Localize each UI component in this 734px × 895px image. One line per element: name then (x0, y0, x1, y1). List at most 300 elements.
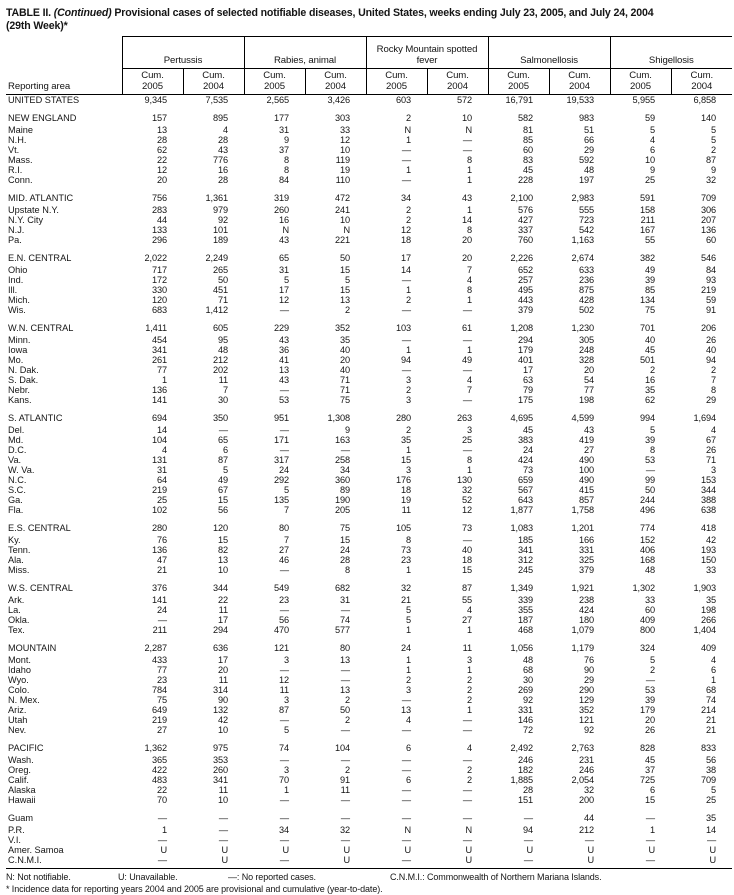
table-row (6, 245, 732, 265)
cell: 875 (578, 285, 595, 295)
cell: 8 (466, 455, 472, 465)
cell: 36 (278, 345, 289, 355)
cell: — (279, 795, 289, 805)
cell: 50 (644, 485, 656, 495)
column-group-shigellosis: Shigellosis (610, 37, 732, 69)
row-label: Colo. (8, 685, 30, 695)
cell: — (340, 725, 350, 735)
cell: 121 (578, 715, 595, 725)
cell: 1,885 (510, 775, 533, 785)
cell: 119 (335, 155, 350, 165)
cell: 2 (650, 665, 656, 675)
cell: 50 (339, 705, 350, 715)
cell: 325 (578, 555, 595, 565)
cell: 975 (212, 742, 228, 753)
cell: 24 (278, 465, 289, 475)
table-row (6, 495, 732, 505)
cell: 70 (278, 775, 289, 785)
cell: 709 (701, 775, 717, 785)
cell: 341 (151, 345, 167, 355)
cell: 17 (278, 285, 289, 295)
row-label: Alaska (8, 785, 36, 795)
cell: 21 (156, 565, 167, 575)
cell: 983 (578, 112, 595, 123)
cell: 47 (156, 555, 167, 565)
cell: 70 (156, 795, 167, 805)
cell: 131 (151, 455, 167, 465)
cell: 350 (212, 412, 228, 423)
table-row (6, 445, 732, 455)
cell: — (401, 795, 411, 805)
cell: 314 (212, 685, 228, 695)
row-label: S.C. (8, 485, 26, 495)
cell: 9 (650, 165, 656, 175)
row-label: PACIFIC (8, 742, 44, 753)
cell: — (279, 665, 289, 675)
cell: 167 (639, 225, 656, 235)
row-label: Ky. (8, 535, 21, 545)
cell: 1,230 (571, 322, 595, 333)
cell: 94 (522, 825, 533, 835)
cell: 1,404 (693, 625, 717, 635)
cell: — (218, 835, 228, 845)
cell: 331 (578, 545, 595, 555)
subcol-cum-2005: Cum. 2005 (122, 69, 183, 95)
cell: 2,565 (266, 95, 289, 105)
cell: 71 (217, 295, 228, 305)
cell: 9 (344, 425, 350, 435)
table-row (6, 555, 732, 565)
cell: 48 (583, 165, 595, 175)
cell: 5 (405, 605, 411, 615)
cell: 709 (701, 192, 717, 203)
cell: 6,858 (693, 95, 717, 105)
cell: — (401, 275, 411, 285)
cell: 43 (461, 192, 472, 203)
cell: 9 (283, 135, 289, 145)
cell: 163 (334, 435, 350, 445)
row-label: S. Dak. (8, 375, 39, 385)
cell: — (401, 335, 411, 345)
cell: 65 (278, 252, 289, 263)
subcol-cum-2005: Cum. 2005 (244, 69, 305, 95)
row-label: Va. (8, 455, 22, 465)
cell: 266 (701, 615, 717, 625)
cell: 134 (639, 295, 656, 305)
row-label: Utah (8, 715, 28, 725)
cell: 24 (400, 642, 411, 653)
cell: 121 (273, 642, 289, 653)
cell: — (157, 812, 167, 823)
cell: 542 (578, 225, 595, 235)
cell: 34 (278, 825, 289, 835)
cell: 1,056 (510, 642, 533, 653)
table-row (6, 215, 732, 225)
cell: 49 (644, 265, 656, 275)
row-label: N.Y. City (8, 215, 44, 225)
cell: 15 (339, 535, 350, 545)
cell: 211 (640, 215, 656, 225)
row-label: NEW ENGLAND (8, 112, 77, 123)
cell: 379 (578, 565, 595, 575)
table-row (6, 605, 732, 615)
cell: 260 (212, 765, 228, 775)
cell: — (584, 835, 595, 845)
cell: 92 (217, 215, 228, 225)
cell: U (709, 845, 717, 855)
cell: 74 (278, 742, 289, 753)
cell: 91 (339, 775, 350, 785)
cell: 104 (151, 435, 167, 445)
cell: 120 (151, 295, 167, 305)
cell: 27 (461, 615, 472, 625)
cell: 246 (517, 755, 533, 765)
cell: 1 (466, 705, 472, 715)
cell: 994 (639, 412, 656, 423)
cell: — (340, 795, 350, 805)
cell: 35 (400, 435, 411, 445)
cell: — (401, 812, 411, 823)
row-label: Calif. (8, 775, 29, 785)
cell: 376 (151, 582, 167, 593)
cell: 66 (583, 135, 595, 145)
cell: 501 (639, 355, 656, 365)
cell: 5 (650, 125, 656, 135)
cell: 1,163 (571, 235, 595, 245)
cell: 31 (278, 265, 289, 275)
table-row (6, 845, 732, 855)
cell: 294 (517, 335, 533, 345)
table-row (6, 795, 732, 805)
cell: 324 (639, 642, 656, 653)
cell: 7 (222, 385, 228, 395)
cell: 3 (711, 465, 717, 475)
row-label: N. Mex. (8, 695, 40, 705)
cell: 21 (706, 715, 717, 725)
cell: 80 (339, 642, 350, 653)
cell: 1 (405, 665, 411, 675)
cell: 211 (152, 625, 167, 635)
cell: 11 (462, 642, 472, 653)
cell: 16,791 (505, 95, 533, 105)
cell: 229 (273, 322, 289, 333)
cell: 22 (217, 595, 228, 605)
table-row (6, 725, 732, 735)
cell: 1 (466, 345, 472, 355)
cell: 45 (644, 755, 656, 765)
cell: — (462, 395, 472, 405)
cell: 22 (156, 785, 167, 795)
cell: 280 (395, 412, 411, 423)
cell: 800 (639, 625, 656, 635)
cell: 3 (405, 465, 411, 475)
table-row (6, 635, 732, 655)
cell: 339 (517, 595, 533, 605)
table-row (6, 765, 732, 775)
cell: 14 (706, 825, 717, 835)
cell: 2,249 (205, 252, 228, 263)
cell: 205 (334, 505, 350, 515)
cell: 141 (151, 395, 167, 405)
cell: — (340, 812, 350, 823)
cell: 100 (578, 465, 595, 475)
cell: 73 (400, 545, 411, 555)
cell: 5 (283, 485, 289, 495)
cell: — (645, 812, 656, 823)
cell: 22 (156, 155, 167, 165)
cell: 38 (706, 765, 717, 775)
table-row (6, 395, 732, 405)
row-label: Upstate N.Y. (8, 205, 59, 215)
cell: 6 (711, 665, 717, 675)
row-label: S. ATLANTIC (8, 412, 63, 423)
row-label: W.S. CENTRAL (8, 582, 73, 593)
cell: 682 (334, 582, 350, 593)
cell: 48 (522, 655, 533, 665)
cell: 15 (644, 795, 656, 805)
cell: 151 (517, 795, 533, 805)
cell: 1,411 (145, 322, 167, 333)
cell: 2 (344, 715, 350, 725)
cell: 24 (339, 545, 350, 555)
cell: 168 (639, 555, 656, 565)
cell: 1 (466, 465, 472, 475)
cell: 292 (273, 475, 289, 485)
cell: — (523, 812, 533, 823)
cell: 283 (151, 205, 167, 215)
cell: 4 (222, 125, 228, 135)
cell: 1,179 (571, 642, 595, 653)
table-row (6, 515, 732, 535)
cell: 12 (278, 675, 289, 685)
cell: 8 (344, 565, 350, 575)
cell: 592 (578, 155, 595, 165)
subcol-cum-2004: Cum. 2004 (183, 69, 244, 95)
cell: 53 (644, 455, 656, 465)
cell: — (340, 835, 350, 845)
cell: 13 (339, 295, 350, 305)
cell: 79 (522, 385, 533, 395)
cell: 25 (156, 495, 167, 505)
cell: 451 (212, 285, 228, 295)
cell: 11 (340, 785, 350, 795)
cell: — (706, 835, 717, 845)
cell: — (279, 425, 289, 435)
cell: 5 (650, 655, 656, 665)
cell: 857 (578, 495, 595, 505)
row-label: Ariz. (8, 705, 27, 715)
subcol-cum-2005: Cum. 2005 (610, 69, 671, 95)
cell: — (462, 145, 472, 155)
cell: 53 (278, 395, 289, 405)
cell: 2 (405, 205, 411, 215)
cell: 833 (701, 742, 717, 753)
row-label: Del. (8, 425, 25, 435)
cell: 17 (217, 615, 228, 625)
cell: 35 (706, 812, 717, 823)
row-label: N.J. (8, 225, 25, 235)
cell: 85 (644, 285, 656, 295)
cell: 1,308 (327, 412, 350, 423)
cell: 40 (461, 545, 472, 555)
cell: 39 (644, 435, 656, 445)
cell: 20 (156, 175, 167, 185)
cell: 15 (400, 455, 411, 465)
cell: 3 (405, 685, 411, 695)
cell: 75 (644, 305, 656, 315)
cell: 5 (344, 275, 350, 285)
cell: 401 (517, 355, 533, 365)
cell: 130 (456, 475, 472, 485)
cell: 2 (650, 365, 656, 375)
cell: 60 (522, 145, 533, 155)
cell: 55 (644, 235, 656, 245)
cell: 725 (639, 775, 656, 785)
cell: 238 (578, 595, 595, 605)
cell: 4 (466, 275, 472, 285)
cell: 56 (706, 755, 717, 765)
legend-no-reported-cases: —: No reported cases. (228, 872, 316, 882)
cell: 75 (339, 522, 350, 533)
cell: 11 (401, 505, 411, 515)
cell: 269 (517, 685, 533, 695)
table-row (6, 755, 732, 765)
cell: 43 (217, 145, 228, 155)
table-row (6, 705, 732, 715)
cell: 591 (639, 192, 656, 203)
cell: 104 (334, 742, 350, 753)
cell: 1 (405, 445, 411, 455)
cell: 146 (517, 715, 533, 725)
cell: 8 (405, 535, 411, 545)
cell: 10 (644, 155, 656, 165)
cell: 12 (156, 165, 167, 175)
cell: — (462, 365, 472, 375)
cell: 723 (578, 215, 595, 225)
cell: 2 (711, 145, 717, 155)
table-row (6, 265, 732, 275)
cell: 2 (344, 765, 350, 775)
table-row (6, 95, 732, 106)
row-label: Fla. (8, 505, 24, 515)
cell: 1 (711, 675, 717, 685)
cell: U (526, 845, 533, 855)
row-label: R.I. (8, 165, 23, 175)
table-header (6, 37, 732, 95)
cell: 2 (344, 695, 350, 705)
cell: 2,763 (571, 742, 595, 753)
cell: 23 (400, 555, 411, 565)
cell: 39 (644, 275, 656, 285)
cell: 636 (212, 642, 228, 653)
cell: 1 (405, 165, 411, 175)
table-title (6, 7, 730, 33)
cell: 34 (400, 192, 411, 203)
cell: 90 (217, 695, 228, 705)
cell: 67 (217, 485, 228, 495)
cell: 99 (644, 475, 656, 485)
cell: 11 (218, 605, 228, 615)
cell: 43 (278, 375, 289, 385)
cell: 1,758 (571, 505, 595, 515)
cell: 26 (644, 725, 656, 735)
data-table (6, 36, 732, 869)
cell: — (218, 812, 228, 823)
cell: 71 (706, 455, 717, 465)
cell: 27 (156, 725, 167, 735)
cell: — (279, 835, 289, 845)
cell: 419 (578, 435, 595, 445)
cell: 75 (156, 695, 167, 705)
cell: 13 (339, 655, 350, 665)
subcol-cum-2005: Cum. 2005 (366, 69, 427, 95)
cell: 659 (517, 475, 533, 485)
cell: 28 (217, 135, 228, 145)
cell: 502 (578, 305, 595, 315)
cell: 1,201 (571, 522, 595, 533)
cell: 32 (583, 785, 595, 795)
table-row (6, 615, 732, 625)
cell: 2 (405, 385, 411, 395)
cell: 13 (278, 365, 289, 375)
table-row (6, 105, 732, 125)
cell: 683 (151, 305, 167, 315)
cell: 605 (212, 322, 228, 333)
cell: 187 (517, 615, 533, 625)
cell: 28 (339, 555, 350, 565)
cell: 7 (283, 505, 289, 515)
cell: U (404, 845, 411, 855)
header-corner (6, 37, 122, 69)
cell: 428 (578, 295, 595, 305)
cell: 40 (339, 365, 350, 375)
incidence-note: * Incidence data for reporting years 2004 and 2005 are provisional and cumulative (year-to-date). (6, 884, 383, 894)
cell: — (279, 715, 289, 725)
cell: 206 (701, 322, 717, 333)
cell: 1,079 (571, 625, 595, 635)
row-label: MID. ATLANTIC (8, 192, 74, 203)
cell: 102 (151, 505, 167, 515)
reporting-area-label: Reporting area (6, 69, 122, 95)
cell: 32 (400, 582, 411, 593)
cell: 555 (578, 205, 595, 215)
table-row (6, 225, 732, 235)
cell: 20 (644, 715, 656, 725)
cell: — (401, 145, 411, 155)
cell: 177 (273, 112, 289, 123)
cell: 1,362 (144, 742, 167, 753)
cell: 29 (583, 145, 595, 155)
cell: — (462, 755, 472, 765)
row-label: Tex. (8, 625, 25, 635)
row-label: V.I. (8, 835, 21, 845)
cell: — (340, 445, 350, 455)
cell: 85 (522, 135, 533, 145)
table-row (6, 345, 732, 355)
cell: 141 (151, 595, 167, 605)
cell: 34 (339, 465, 350, 475)
cell: 760 (517, 235, 533, 245)
cell: 11 (218, 785, 228, 795)
table-row (6, 185, 732, 205)
cell: — (462, 535, 472, 545)
cell: 136 (151, 545, 167, 555)
cell: 212 (578, 825, 595, 835)
table-row (6, 135, 732, 145)
cell: 33 (644, 595, 656, 605)
cell: 20 (461, 252, 472, 263)
table-row (6, 165, 732, 175)
